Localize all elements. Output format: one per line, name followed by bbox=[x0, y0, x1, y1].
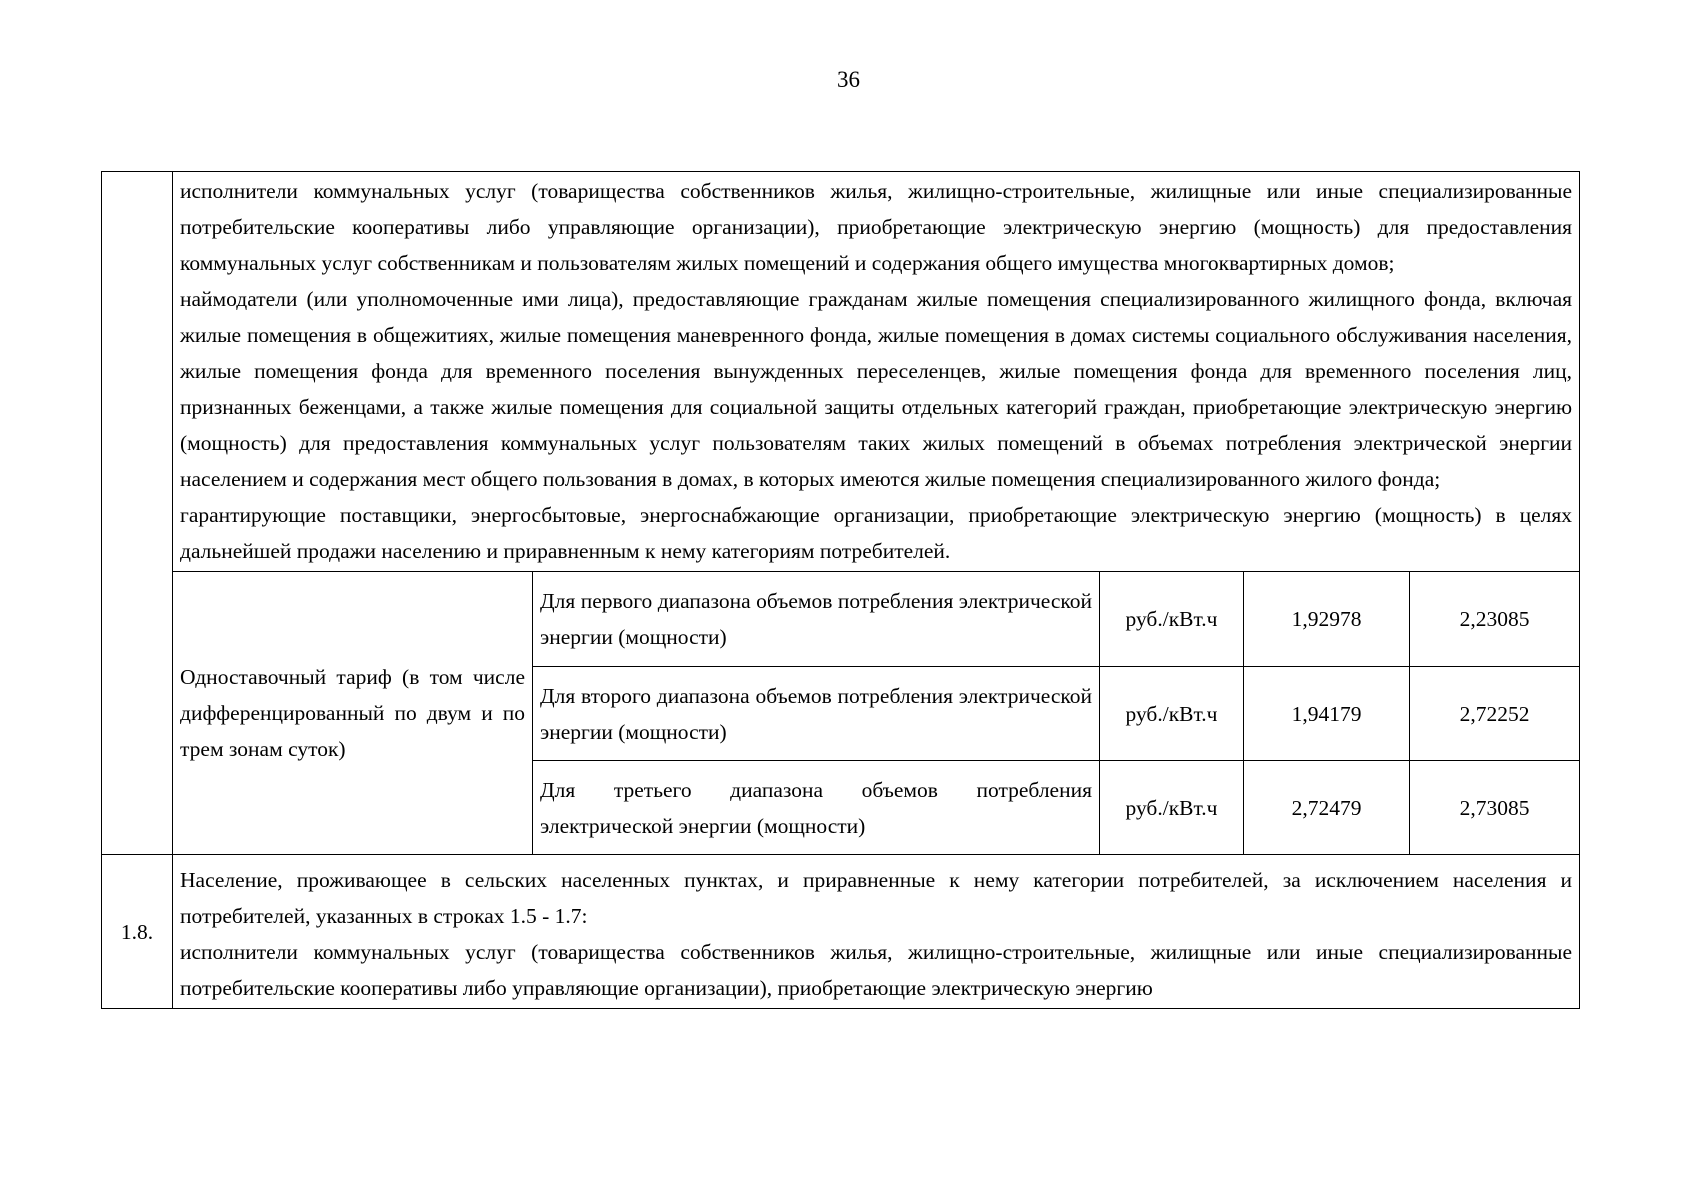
table-row bbox=[102, 855, 1580, 1009]
page-number: 36 bbox=[837, 67, 860, 92]
value-cell: 2,23085 bbox=[1410, 572, 1580, 667]
paragraph: наймодатели (или уполномоченные ими лица), предоставляющие гражданам жилые помещения специализированного жилищного фонда, включая жилые помещения в общежитиях, жилые помещения маневренного фонда, жилые помещения в домах системы социального обслуживания населения, жилые помещения фонда для временного поселения вынужденных переселенцев, жилые помещения фонда для временного поселения лиц, признанных беженцами, а также жилые помещения для социальной защиты отдельных категорий граждан, приобретающие электрическую энергию (мощность) для предоставления коммунальных услуг пользователям таких жилых помещений в объемах потребления электрической энергии населением и содержания мест общего пользования в домах, в которых имеются жилые помещения специализированного жилого фонда; bbox=[180, 287, 1573, 491]
unit-cell: руб./кВт.ч bbox=[1100, 761, 1244, 855]
range-label: Для второго диапазона объемов потребления электрической энергии (мощности) bbox=[533, 667, 1100, 761]
row-number-cell bbox=[102, 172, 173, 855]
value-cell: 1,94179 bbox=[1244, 667, 1410, 761]
value-cell: 1,92978 bbox=[1244, 572, 1410, 667]
unit-cell: руб./кВт.ч bbox=[1100, 667, 1244, 761]
value-cell: 2,73085 bbox=[1410, 761, 1580, 855]
range-label: Для третьего диапазона объемов потребления электрической энергии (мощности) bbox=[533, 761, 1100, 855]
table-row bbox=[102, 172, 1580, 572]
paragraph: гарантирующие поставщики, энергосбытовые, энергоснабжающие организации, приобретающие электрическую энергию (мощность) в целях дальнейшей продажи населению и приравненным к нему категориям потребителей. bbox=[180, 503, 1573, 563]
range-label: Для первого диапазона объемов потребления электрической энергии (мощности) bbox=[533, 572, 1100, 667]
paragraph: исполнители коммунальных услуг (товарищества собственников жилья, жилищно-строительные, жилищные или иные специализированные потребительские кооперативы либо управляющие организации), приобретающие электрическую энергию (мощность) для предоставления коммунальных услуг собственникам и пользователям жилых помещений и содержания общего имущества многоквартирных домов; bbox=[180, 179, 1573, 275]
row-number: 1.8. bbox=[102, 855, 173, 1009]
table-row bbox=[102, 572, 1580, 667]
consumer-categories-cell bbox=[173, 172, 1580, 572]
tariff-label: Одноставочный тариф (в том числе дифференцированный по двум и по трем зонам суток) bbox=[173, 572, 533, 855]
paragraph: исполнители коммунальных услуг (товарищества собственников жилья, жилищно-строительные, жилищные или иные специализированные потребительские кооперативы либо управляющие организации), приобретающие электрическую энергию bbox=[180, 940, 1573, 1000]
unit-cell: руб./кВт.ч bbox=[1100, 572, 1244, 667]
value-cell: 2,72479 bbox=[1244, 761, 1410, 855]
value-cell: 2,72252 bbox=[1410, 667, 1580, 761]
tariff-table bbox=[101, 171, 1580, 1009]
paragraph: Население, проживающее в сельских населенных пунктах, и приравненные к нему категории потребителей, за исключением населения и потребителей, указанных в строках 1.5 - 1.7: bbox=[180, 868, 1573, 928]
section-text-cell bbox=[173, 855, 1580, 1009]
